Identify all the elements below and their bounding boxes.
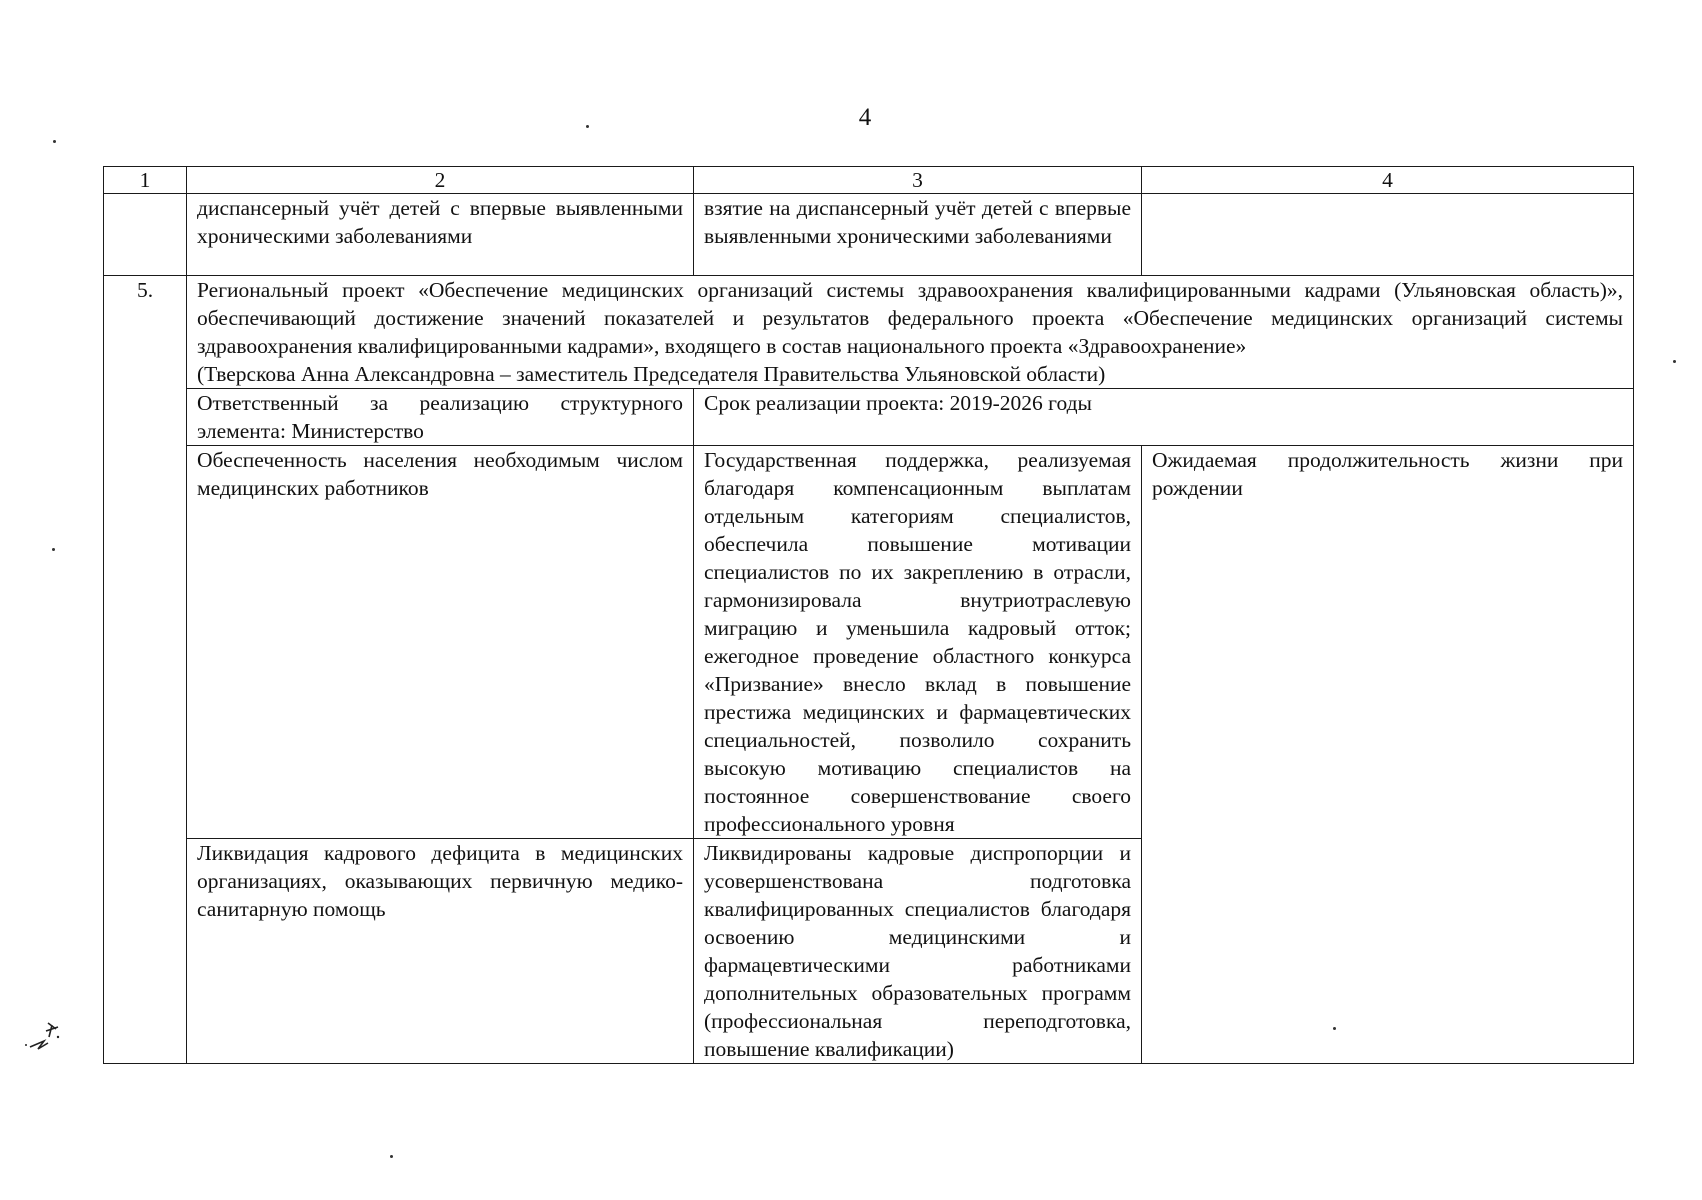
scan-speck — [52, 548, 55, 551]
continuation-task-cell: диспансерный учёт детей с впервые выявленными хроническими заболеваниями — [187, 194, 694, 276]
responsible-row — [104, 389, 1634, 446]
section-curator: (Тверскова Анна Александровна – заместитель Председателя Правительства Ульяновской области) — [197, 362, 1106, 386]
result-cell: Ликвидированы кадровые диспропорции и усовершенствована подготовка квалифицированных специалистов благодаря освоению медицинскими и фармацевтическими работниками дополнительных образовательных программ (профессиональная переподготовка, повышение квалификации) — [694, 839, 1142, 1064]
task-cell: Обеспеченность населения необходимым числом медицинских работников — [187, 446, 694, 839]
scan-speck — [53, 140, 56, 143]
scan-speck — [586, 125, 589, 128]
scan-speck — [1333, 1027, 1336, 1030]
header-col-3: 3 — [694, 167, 1142, 194]
task-cell: Ликвидация кадрового дефицита в медицинских организациях, оказывающих первичную медико-санитарную помощь — [187, 839, 694, 1064]
continuation-result-cell: взятие на диспансерный учёт детей с впервые выявленными хроническими заболеваниями — [694, 194, 1142, 276]
responsible-cell: Ответственный за реализацию структурного элемента: Министерство — [187, 389, 694, 446]
section-number: 5. — [104, 276, 187, 1064]
header-col-2: 2 — [187, 167, 694, 194]
results-table — [103, 166, 1634, 1064]
header-row — [104, 167, 1634, 194]
continuation-row — [104, 194, 1634, 276]
continuation-num-cell — [104, 194, 187, 276]
task-row — [104, 446, 1634, 839]
scan-speck — [1673, 360, 1676, 363]
section-title-row — [104, 276, 1634, 389]
continuation-indicator-cell — [1142, 194, 1634, 276]
margin-scribble-icon — [18, 1015, 68, 1065]
page-number: 4 — [858, 104, 872, 131]
indicator-cell: Ожидаемая продолжительность жизни при рождении — [1142, 446, 1634, 1064]
header-col-4: 4 — [1142, 167, 1634, 194]
section-title: Региональный проект «Обеспечение медицинских организаций системы здравоохранения квалифицированными кадрами (Ульяновская область)», обеспечивающий достижение значений показателей и результатов федерального проекта «Обеспечение медицинских организаций системы здравоохранения квалифицированными кадрами», входящего в состав национального проекта «Здравоохранение» — [197, 278, 1623, 358]
result-cell: Государственная поддержка, реализуемая благодаря компенсационным выплатам отдельным категориям специалистов, обеспечила повышение мотивации специалистов по их закреплению в отрасли, гармонизировала внутриотраслевую миграцию и уменьшила кадровый отток; ежегодное проведение областного конкурса «Призвание» внесло вклад в повышение престижа медицинских и фармацевтических специальностей, позволило сохранить высокую мотивацию специалистов на постоянное совершенствование своего профессионального уровня — [694, 446, 1142, 839]
section-title-cell — [187, 276, 1634, 389]
scan-speck — [390, 1155, 393, 1158]
header-col-1: 1 — [104, 167, 187, 194]
term-cell: Срок реализации проекта: 2019-2026 годы — [694, 389, 1634, 446]
